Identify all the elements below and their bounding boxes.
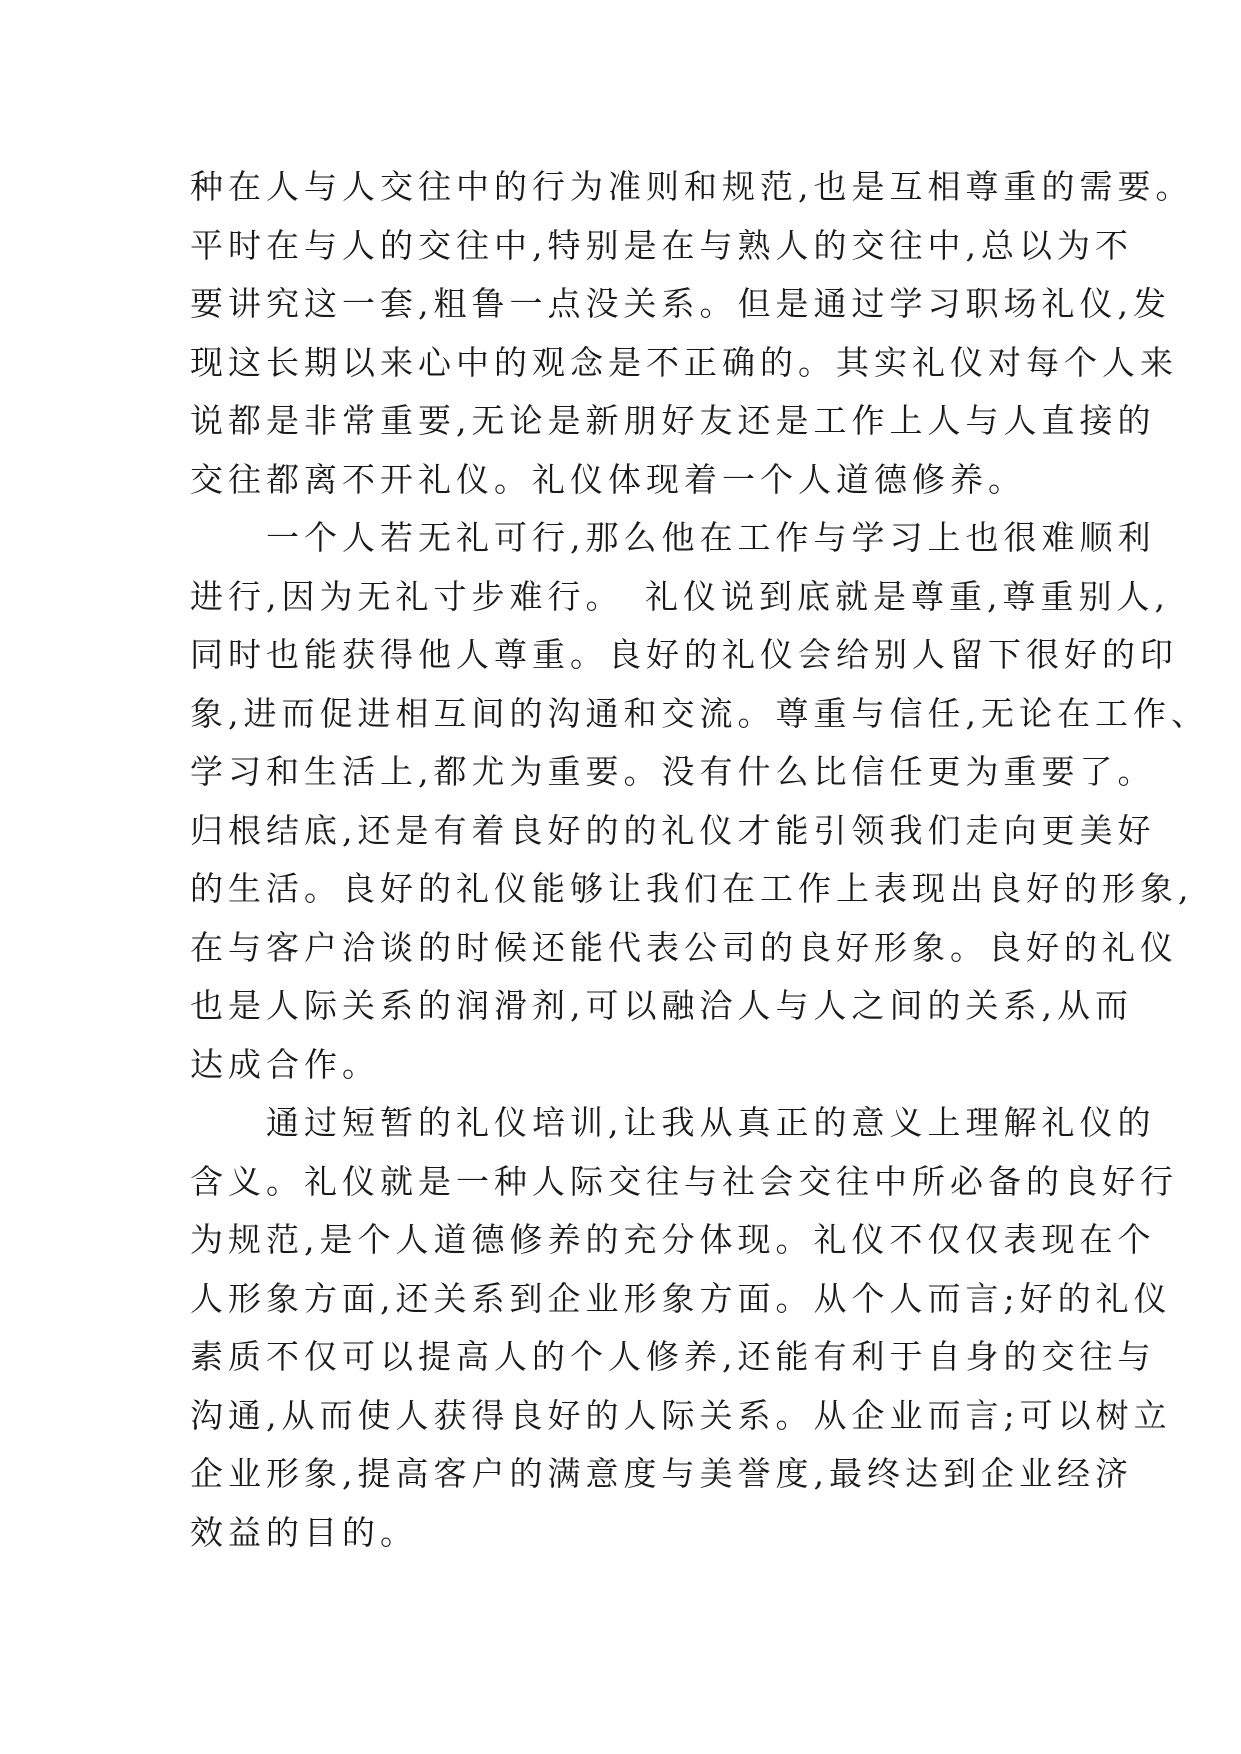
text-line: 要讲究这一套,粗鲁一点没关系。但是通过学习职场礼仪,发	[190, 284, 1171, 323]
text-line: 交往都离不开礼仪。礼仪体现着一个人道德修养。	[190, 459, 1026, 499]
text-line: 同时也能获得他人尊重。良好的礼仪会给别人留下很好的印	[190, 635, 1178, 674]
text-line: 沟通,从而使人获得良好的人际关系。从企业而言;可以树立	[190, 1395, 1172, 1435]
text-line: 说都是非常重要,无论是新朋好友还是工作上人与人直接的	[190, 401, 1156, 440]
text-line: 平时在与人的交往中,特别是在与熟人的交往中,总以为不	[190, 225, 1133, 265]
paragraph-2	[190, 509, 1209, 1094]
text-line: 象,进而促进相互间的沟通和交流。尊重与信任,无论在工作、	[190, 693, 1209, 733]
document-body	[190, 158, 1209, 1562]
text-line: 通过短暂的礼仪培训,让我从真正的意义上理解礼仪的	[190, 1103, 1156, 1142]
text-line: 企业形象,提高客户的满意度与美誉度,最终达到企业经济	[190, 1454, 1133, 1493]
paragraph-3	[190, 1094, 1178, 1562]
paragraph-1	[190, 158, 1194, 509]
text-line: 学习和生活上,都尤为重要。没有什么比信任更为重要了。	[190, 752, 1156, 791]
text-line: 种在人与人交往中的行为准则和规范,也是互相尊重的需要。	[190, 167, 1194, 206]
text-line: 效益的目的。	[190, 1512, 418, 1552]
text-line: 为规范,是个人道德修养的充分体现。礼仪不仅仅表现在个	[190, 1220, 1156, 1259]
text-line: 达成合作。	[190, 1044, 380, 1084]
text-line: 人形象方面,还关系到企业形象方面。从个人而言;好的礼仪	[190, 1278, 1172, 1318]
text-line: 进行,因为无礼寸步难行。 礼仪说到底就是尊重,尊重别人,	[190, 576, 1170, 616]
text-line: 现这长期以来心中的观念是不正确的。其实礼仪对每个人来	[190, 342, 1178, 382]
text-line: 含义。礼仪就是一种人际交往与社会交往中所必备的良好行	[190, 1161, 1178, 1201]
text-line: 素质不仅可以提高人的个人修养,还能有利于自身的交往与	[190, 1337, 1156, 1376]
text-line: 的生活。良好的礼仪能够让我们在工作上表现出良好的形象,	[190, 869, 1194, 908]
text-line: 一个人若无礼可行,那么他在工作与学习上也很难顺利	[190, 518, 1156, 557]
text-line: 归根结底,还是有着良好的的礼仪才能引领我们走向更美好	[190, 810, 1156, 850]
text-line: 在与客户洽谈的时候还能代表公司的良好形象。良好的礼仪	[190, 927, 1178, 967]
text-line: 也是人际关系的润滑剂,可以融洽人与人之间的关系,从而	[190, 986, 1133, 1025]
